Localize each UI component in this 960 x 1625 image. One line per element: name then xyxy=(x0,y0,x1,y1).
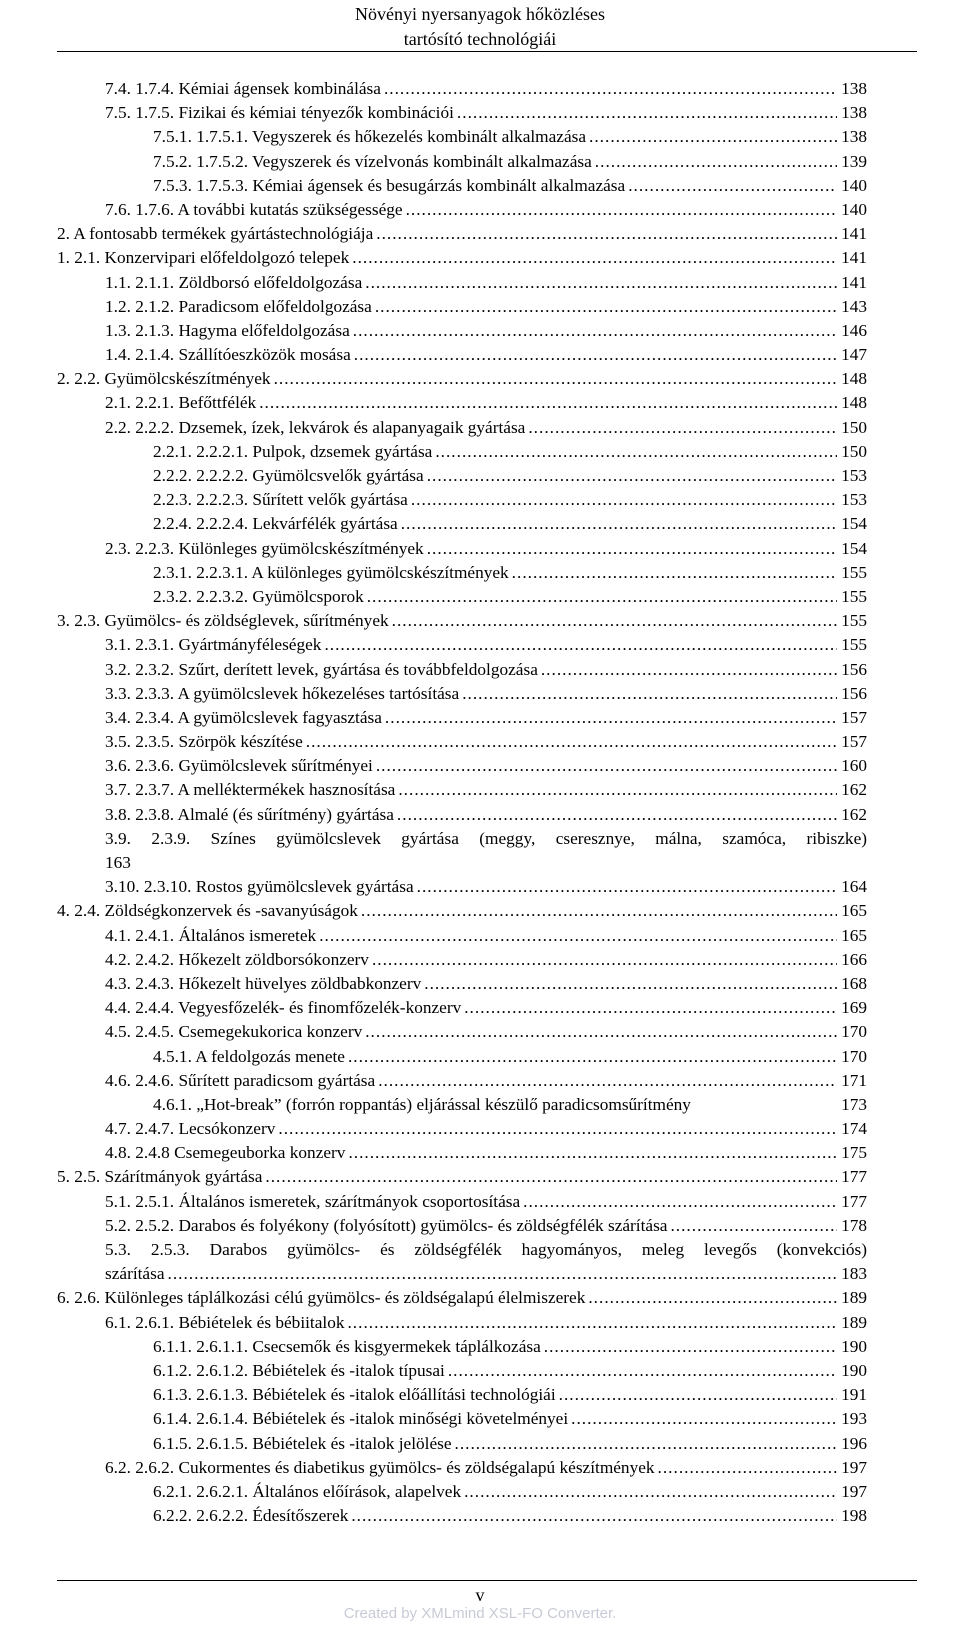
toc-entry-title: 7.5.2. 1.7.5.2. Vegyszerek és vízelvonás kombinált alkalmazása xyxy=(153,151,592,171)
toc-entry-page: 163 xyxy=(105,853,131,873)
toc-entry[interactable] xyxy=(57,1311,867,1335)
toc-entry-title: 2.3. 2.2.3. Különleges gyümölcskészítmények xyxy=(105,538,424,558)
toc-dot-leader xyxy=(544,1335,837,1359)
toc-entry-line xyxy=(153,1383,867,1407)
toc-entry-line xyxy=(153,1432,867,1456)
toc-entry[interactable] xyxy=(57,125,867,149)
toc-entry-page: 178 xyxy=(841,1215,867,1235)
toc-entry-title: 1.1. 2.1.1. Zöldborsó előfeldolgozása xyxy=(105,272,363,292)
toc-entry-title: 2.2.3. 2.2.2.3. Sűrített velők gyártása xyxy=(153,490,408,510)
toc-entry[interactable] xyxy=(57,1117,867,1141)
toc-entry-title: 6.1. 2.6.1. Bébiételek és bébiitalok xyxy=(105,1312,345,1332)
toc-entry[interactable] xyxy=(57,1020,867,1044)
toc-entry-title: 5. 2.5. Szárítmányok gyártása xyxy=(57,1167,263,1187)
toc-dot-leader xyxy=(457,101,837,125)
toc-entry[interactable] xyxy=(57,585,867,609)
toc-entry-page: 153 xyxy=(841,466,867,485)
toc-entry[interactable] xyxy=(57,1383,867,1407)
toc-entry[interactable] xyxy=(57,1456,867,1480)
toc-entry[interactable] xyxy=(57,899,867,923)
toc-entry-page: 140 xyxy=(841,199,867,219)
toc-dot-leader xyxy=(464,1480,837,1504)
toc-entry-title: 4.3. 2.4.3. Hőkezelt hüvelyes zöldbabkonzerv xyxy=(105,973,422,993)
toc-dot-leader xyxy=(455,1432,838,1456)
toc-entry[interactable] xyxy=(57,1238,867,1286)
toc-entry-page: 166 xyxy=(841,949,867,969)
toc-entry[interactable] xyxy=(57,1286,867,1310)
toc-dot-leader xyxy=(278,1117,837,1141)
toc-entry-title: 6.1.4. 2.6.1.4. Bébiételek és -italok minőségi követelményei xyxy=(153,1409,569,1429)
toc-entry-page: 155 xyxy=(841,635,867,655)
toc-entry-line xyxy=(105,875,867,899)
toc-entry-page: 193 xyxy=(841,1409,867,1429)
toc-entry-page: 141 xyxy=(841,272,867,292)
toc-entry-page: 190 xyxy=(841,1361,867,1380)
running-header xyxy=(0,0,960,52)
toc-entry[interactable] xyxy=(57,416,867,440)
toc-entry[interactable] xyxy=(57,1141,867,1165)
toc-entry-continuation-line xyxy=(105,851,867,875)
toc-dot-leader xyxy=(348,1141,837,1165)
toc-dot-leader xyxy=(528,416,837,440)
toc-dot-leader xyxy=(411,488,837,512)
toc-entry-page: 154 xyxy=(841,514,867,534)
toc-entry-line xyxy=(153,440,867,464)
toc-entry-page: 153 xyxy=(841,490,867,510)
toc-dot-leader xyxy=(464,996,837,1020)
page-number: v xyxy=(475,1585,485,1605)
toc-entry-title: 2.2.4. 2.2.2.4. Lekvárfélék gyártása xyxy=(153,514,398,534)
toc-entry-title: 4.8. 2.4.8 Csemegeuborka konzerv xyxy=(105,1143,346,1163)
toc-dot-leader xyxy=(424,972,837,996)
toc-entry-page: 155 xyxy=(841,586,867,606)
toc-entry[interactable] xyxy=(57,924,867,948)
toc-dot-leader xyxy=(353,319,837,343)
toc-dot-leader xyxy=(406,198,838,222)
toc-entry-page: 141 xyxy=(841,248,867,268)
header-title-line2: tartósító technológiái xyxy=(403,29,557,49)
toc-entry-line xyxy=(153,1480,867,1504)
toc-dot-leader xyxy=(351,1504,837,1528)
footer-divider xyxy=(57,1580,917,1581)
toc-entry-page: 189 xyxy=(841,1288,867,1308)
toc-entry-page: 138 xyxy=(841,127,867,147)
toc-entry-page: 177 xyxy=(841,1167,867,1187)
toc-entry-page: 148 xyxy=(841,369,867,389)
toc-entry-title: 7.5.1. 1.7.5.1. Vegyszerek és hőkezelés kombinált alkalmazása xyxy=(153,127,587,147)
toc-entry-title: 3.10. 2.3.10. Rostos gyümölcslevek gyártása xyxy=(105,877,414,897)
toc-entry-page: 160 xyxy=(841,756,867,776)
toc-entry-title: 6.2.1. 2.6.2.1. Általános előírások, alapelvek xyxy=(153,1481,462,1501)
toc-entry[interactable] xyxy=(57,464,867,488)
toc-entry-line xyxy=(105,101,867,125)
toc-entry[interactable] xyxy=(57,633,867,657)
toc-dot-leader xyxy=(559,1383,837,1407)
toc-entry-title: 4.1. 2.4.1. Általános ismeretek xyxy=(105,925,317,945)
toc-entry-page: 148 xyxy=(841,393,867,413)
toc-entry[interactable] xyxy=(57,730,867,754)
toc-entry-page: 138 xyxy=(841,103,867,123)
toc-entry-page: 191 xyxy=(841,1385,867,1405)
toc-entry-title: 1.2. 2.1.2. Paradicsom előfeldolgozása xyxy=(105,296,372,316)
toc-entry-line xyxy=(153,1093,867,1117)
toc-entry-line xyxy=(57,222,867,246)
toc-dot-leader xyxy=(361,899,837,923)
toc-entry-page: 155 xyxy=(841,562,867,582)
toc-entry[interactable] xyxy=(57,996,867,1020)
toc-entry-page: 170 xyxy=(841,1022,867,1042)
toc-entry-page: 177 xyxy=(841,1191,867,1211)
toc-entry-title: 6.2. 2.6.2. Cukormentes és diabetikus gyümölcs- és zöldségalapú készítmények xyxy=(105,1457,655,1477)
toc-entry[interactable] xyxy=(57,174,867,198)
toc-entry[interactable] xyxy=(57,1093,867,1117)
toc-entry-line xyxy=(105,319,867,343)
toc-entry[interactable] xyxy=(57,1504,867,1528)
toc-entry-title: 1. 2.1. Konzervipari előfeldolgozó telepek xyxy=(57,248,350,268)
toc-entry-page: 162 xyxy=(841,804,867,824)
toc-entry-line xyxy=(153,585,867,609)
toc-entry-continuation-line xyxy=(105,1262,867,1286)
toc-entry-title: 3.9. 2.3.9. Színes gyümölcslevek gyártása (meggy, cseresznye, málna, szamóca, ribiszke) xyxy=(105,828,867,848)
toc-entry-line xyxy=(105,1117,867,1141)
toc-entry-line xyxy=(105,1456,867,1480)
toc-entry[interactable] xyxy=(57,343,867,367)
toc-entry-title: 2. 2.2. Gyümölcskészítmények xyxy=(57,369,271,389)
toc-entry-page: 165 xyxy=(841,925,867,945)
toc-entry-title: 4.6. 2.4.6. Sűrített paradicsom gyártása xyxy=(105,1070,376,1090)
toc-entry-title: 2.3.2. 2.2.3.2. Gyümölcsporok xyxy=(153,586,364,606)
toc-entry-page: 150 xyxy=(841,417,867,437)
toc-entry-line xyxy=(105,1069,867,1093)
toc-entry-page: 157 xyxy=(841,732,867,752)
toc-entry-page: 196 xyxy=(841,1433,867,1453)
toc-entry-title: 2.2.2. 2.2.2.2. Gyümölcsvelők gyártása xyxy=(153,466,424,485)
table-of-contents xyxy=(57,77,867,1528)
toc-entry-title-continuation: szárítása xyxy=(105,1264,165,1284)
toc-entry[interactable] xyxy=(57,682,867,706)
toc-dot-leader xyxy=(589,125,837,149)
toc-dot-leader xyxy=(435,440,837,464)
toc-entry[interactable] xyxy=(57,658,867,682)
toc-entry-title: 5.3. 2.5.3. Darabos gyümölcs- és zöldségfélék hagyományos, meleg levegős (konvekciós) xyxy=(105,1240,867,1260)
toc-entry-line xyxy=(153,464,867,488)
toc-entry-line xyxy=(105,537,867,561)
toc-entry-line xyxy=(153,488,867,512)
toc-dot-leader xyxy=(523,1190,837,1214)
toc-entry[interactable] xyxy=(57,1335,867,1359)
toc-dot-leader xyxy=(628,174,837,198)
toc-entry-line xyxy=(153,125,867,149)
toc-entry-title: 5.1. 2.5.1. Általános ismeretek, szárítmányok csoportosítása xyxy=(105,1191,521,1211)
toc-entry-title: 4.7. 2.4.7. Lecsókonzerv xyxy=(105,1119,276,1139)
toc-entry-line xyxy=(105,343,867,367)
toc-entry-title: 6.1.2. 2.6.1.2. Bébiételek és -italok típusai xyxy=(153,1361,445,1380)
toc-entry[interactable] xyxy=(57,1165,867,1189)
toc-entry[interactable] xyxy=(57,537,867,561)
toc-entry-line xyxy=(57,367,867,391)
toc-entry-title: 3.8. 2.3.8. Almalé (és sűrítmény) gyártása xyxy=(105,804,394,824)
toc-entry[interactable] xyxy=(57,1190,867,1214)
toc-entry-line xyxy=(105,730,867,754)
toc-entry-line xyxy=(153,1045,867,1069)
toc-entry[interactable] xyxy=(57,827,867,875)
toc-entry-page: 175 xyxy=(841,1143,867,1163)
toc-entry[interactable] xyxy=(57,609,867,633)
toc-entry[interactable] xyxy=(57,295,867,319)
toc-dot-leader xyxy=(365,271,837,295)
toc-dot-leader xyxy=(541,658,837,682)
toc-dot-leader xyxy=(265,1165,837,1189)
toc-dot-leader xyxy=(392,609,837,633)
toc-entry-page: 143 xyxy=(841,296,867,316)
toc-entry-line xyxy=(153,512,867,536)
toc-dot-leader xyxy=(448,1359,837,1383)
toc-dot-leader xyxy=(365,1020,837,1044)
toc-entry[interactable] xyxy=(57,1407,867,1431)
toc-entry-title: 3.6. 2.3.6. Gyümölcslevek sűrítményei xyxy=(105,756,373,776)
toc-entry-line xyxy=(57,899,867,923)
toc-entry-title: 3.2. 2.3.2. Szűrt, derített levek, gyártása és továbbfeldolgozása xyxy=(105,659,538,679)
toc-entry-page: 198 xyxy=(841,1506,867,1526)
toc-entry-title: 5.2. 2.5.2. Darabos és folyékony (folyósított) gyümölcs- és zöldségfélék szárítása xyxy=(105,1215,668,1235)
toc-entry-line xyxy=(105,706,867,730)
toc-entry-line xyxy=(105,198,867,222)
toc-entry[interactable] xyxy=(57,271,867,295)
toc-entry-line xyxy=(105,658,867,682)
toc-entry[interactable] xyxy=(57,1432,867,1456)
toc-entry-title: 3.1. 2.3.1. Gyártmányféleségek xyxy=(105,635,322,655)
toc-entry-title: 6. 2.6. Különleges táplálkozási célú gyümölcs- és zöldségalapú élelmiszerek xyxy=(57,1288,586,1308)
toc-dot-leader xyxy=(670,1214,837,1238)
toc-entry-title: 7.5. 1.7.5. Fizikai és kémiai tényezők kombinációi xyxy=(105,103,454,123)
toc-entry-title: 1.3. 2.1.3. Hagyma előfeldolgozása xyxy=(105,320,350,340)
toc-entry[interactable] xyxy=(57,367,867,391)
toc-entry[interactable] xyxy=(57,1045,867,1069)
toc-entry-line xyxy=(105,391,867,415)
toc-entry-page: 169 xyxy=(841,998,867,1018)
toc-entry-line xyxy=(105,416,867,440)
toc-entry-line xyxy=(105,1190,867,1214)
toc-entry-page: 141 xyxy=(841,224,867,244)
toc-entry[interactable] xyxy=(57,561,867,585)
toc-entry-page: 140 xyxy=(841,175,867,195)
toc-entry-title: 1.4. 2.1.4. Szállítóeszközök mosása xyxy=(105,345,351,365)
toc-dot-leader xyxy=(401,512,837,536)
toc-entry[interactable] xyxy=(57,972,867,996)
toc-entry-page: 138 xyxy=(841,79,867,98)
toc-entry-line xyxy=(153,1504,867,1528)
toc-entry-title: 4.5.1. A feldolgozás menete xyxy=(153,1046,345,1066)
toc-entry-page: 146 xyxy=(841,320,867,340)
toc-dot-leader xyxy=(427,464,837,488)
toc-entry[interactable] xyxy=(57,246,867,270)
header-divider xyxy=(57,51,917,52)
toc-entry-page: 174 xyxy=(841,1119,867,1139)
toc-entry-page: 171 xyxy=(841,1070,867,1090)
toc-entry-title: 7.5.3. 1.7.5.3. Kémiai ágensek és besugárzás kombinált alkalmazása xyxy=(153,175,626,195)
toc-entry[interactable] xyxy=(57,488,867,512)
toc-dot-leader xyxy=(376,222,837,246)
toc-entry-page: 156 xyxy=(841,683,867,703)
toc-entry-line xyxy=(105,1141,867,1165)
toc-entry-page: 157 xyxy=(841,707,867,727)
toc-entry-line xyxy=(105,778,867,802)
toc-dot-leader xyxy=(384,77,837,101)
toc-entry-title: 2.1. 2.2.1. Befőttfélék xyxy=(105,393,257,413)
converter-credit: Created by XMLmind XSL-FO Converter. xyxy=(343,1605,617,1622)
toc-entry-line xyxy=(105,754,867,778)
toc-entry-title: 3.3. 2.3.3. A gyümölcslevek hőkezeléses tartósítása xyxy=(105,683,460,703)
toc-entry-page: 162 xyxy=(841,780,867,800)
toc-entry[interactable] xyxy=(57,101,867,125)
toc-dot-leader xyxy=(462,682,837,706)
toc-entry-line xyxy=(57,1286,867,1310)
toc-entry-title: 6.1.1. 2.6.1.1. Csecsemők és kisgyermekek táplálkozása xyxy=(153,1336,541,1356)
toc-entry-title: 2. A fontosabb termékek gyártástechnológiája xyxy=(57,224,374,244)
toc-entry[interactable] xyxy=(57,778,867,802)
toc-entry[interactable] xyxy=(57,1480,867,1504)
toc-entry-line xyxy=(153,561,867,585)
toc-entry-line xyxy=(105,633,867,657)
toc-dot-leader xyxy=(427,537,837,561)
toc-dot-leader xyxy=(354,343,837,367)
toc-entry-page: 165 xyxy=(841,901,867,921)
toc-entry-line xyxy=(153,1407,867,1431)
toc-dot-leader xyxy=(571,1407,837,1431)
toc-dot-leader xyxy=(512,561,837,585)
toc-entry-page: 147 xyxy=(841,345,867,365)
toc-entry-line xyxy=(105,295,867,319)
toc-entry-page: 170 xyxy=(841,1046,867,1066)
toc-dot-leader xyxy=(417,875,837,899)
toc-entry-title: 4.2. 2.4.2. Hőkezelt zöldborsókonzerv xyxy=(105,949,369,969)
toc-entry-title: 3.4. 2.3.4. A gyümölcslevek fagyasztása xyxy=(105,707,382,727)
toc-entry-line xyxy=(153,150,867,174)
toc-entry-title: 6.1.3. 2.6.1.3. Bébiételek és -italok előállítási technológiái xyxy=(153,1385,556,1405)
toc-entry[interactable] xyxy=(57,150,867,174)
toc-entry-line xyxy=(57,609,867,633)
toc-entry-page: 189 xyxy=(841,1312,867,1332)
toc-dot-leader xyxy=(306,730,837,754)
toc-entry[interactable] xyxy=(57,198,867,222)
toc-dot-leader xyxy=(324,633,837,657)
toc-entry-page: 150 xyxy=(841,441,867,461)
toc-entry-title: 3.5. 2.3.5. Szörpök készítése xyxy=(105,732,303,752)
toc-dot-leader xyxy=(367,585,837,609)
toc-entry-line xyxy=(105,271,867,295)
toc-dot-leader xyxy=(348,1045,837,1069)
header-title-line1: Növényi nyersanyagok hőközléses xyxy=(355,4,605,24)
toc-entry[interactable] xyxy=(57,1069,867,1093)
toc-dot-leader xyxy=(398,778,837,802)
toc-dot-leader xyxy=(352,246,837,270)
toc-entry-page: 164 xyxy=(841,877,867,897)
toc-entry-title: 4. 2.4. Zöldségkonzervek és -savanyúságok xyxy=(57,901,358,921)
toc-dot-leader xyxy=(588,1286,837,1310)
toc-entry[interactable] xyxy=(57,803,867,827)
toc-entry-line xyxy=(57,246,867,270)
toc-entry-title: 4.4. 2.4.4. Vegyesfőzelék- és finomfőzelék-konzerv xyxy=(105,998,462,1018)
toc-entry-page: 154 xyxy=(841,538,867,558)
toc-entry-line xyxy=(105,77,867,101)
toc-entry-line xyxy=(153,1335,867,1359)
toc-entry-line xyxy=(105,996,867,1020)
toc-entry-line xyxy=(105,682,867,706)
toc-entry-line xyxy=(105,1020,867,1044)
toc-entry-title: 7.6. 1.7.6. A további kutatás szükségessége xyxy=(105,199,403,219)
toc-entry-title: 2.3.1. 2.2.3.1. A különleges gyümölcskészítmények xyxy=(153,562,509,582)
toc-dot-leader xyxy=(385,706,837,730)
toc-entry-page: 173 xyxy=(841,1094,867,1114)
toc-entry-page: 190 xyxy=(841,1336,867,1356)
toc-entry-line xyxy=(153,1359,867,1383)
toc-entry-title: 6.1.5. 2.6.1.5. Bébiételek és -italok jelölése xyxy=(153,1433,452,1453)
toc-entry[interactable] xyxy=(57,1214,867,1238)
toc-dot-leader xyxy=(595,150,837,174)
toc-entry-page: 183 xyxy=(841,1264,867,1284)
toc-entry-line xyxy=(105,948,867,972)
toc-entry-title: 2.2.1. 2.2.2.1. Pulpok, dzsemek gyártása xyxy=(153,441,433,461)
toc-entry-page: 197 xyxy=(841,1481,867,1501)
toc-entry[interactable] xyxy=(57,512,867,536)
toc-entry-title: 3. 2.3. Gyümölcs- és zöldséglevek, sűrítmények xyxy=(57,611,389,631)
toc-dot-leader xyxy=(347,1311,837,1335)
toc-entry-line xyxy=(105,803,867,827)
toc-dot-leader xyxy=(376,754,837,778)
toc-entry-line xyxy=(105,972,867,996)
toc-entry-title: 4.5. 2.4.5. Csemegekukorica konzerv xyxy=(105,1022,363,1042)
toc-dot-leader xyxy=(372,948,837,972)
toc-entry-title: 4.6.1. „Hot-break” (forrón roppantás) eljárással készülő paradicsomsűrítmény xyxy=(153,1094,691,1114)
toc-entry-page: 197 xyxy=(841,1457,867,1477)
toc-entry-title: 3.7. 2.3.7. A melléktermékek hasznosítása xyxy=(105,780,396,800)
toc-entry[interactable] xyxy=(57,222,867,246)
toc-dot-leader xyxy=(319,924,837,948)
toc-entry-line xyxy=(153,174,867,198)
toc-dot-leader xyxy=(375,295,837,319)
toc-entry-line xyxy=(105,1311,867,1335)
toc-entry-title: 2.2. 2.2.2. Dzsemek, ízek, lekvárok és alapanyagaik gyártása xyxy=(105,417,526,437)
toc-dot-leader xyxy=(378,1069,837,1093)
toc-entry[interactable] xyxy=(57,948,867,972)
toc-entry-title: 7.4. 1.7.4. Kémiai ágensek kombinálása xyxy=(105,79,381,98)
toc-entry-line xyxy=(105,1214,867,1238)
toc-entry-page: 156 xyxy=(841,659,867,679)
toc-dot-leader xyxy=(658,1456,838,1480)
toc-dot-leader xyxy=(397,803,837,827)
toc-entry[interactable] xyxy=(57,754,867,778)
toc-entry-page: 139 xyxy=(841,151,867,171)
toc-entry-title: 6.2.2. 2.6.2.2. Édesítőszerek xyxy=(153,1506,349,1526)
toc-dot-leader xyxy=(168,1262,838,1286)
toc-entry[interactable] xyxy=(57,1359,867,1383)
toc-entry-page: 168 xyxy=(841,973,867,993)
toc-entry[interactable] xyxy=(57,319,867,343)
toc-entry-line xyxy=(57,1165,867,1189)
toc-entry[interactable] xyxy=(57,77,867,101)
toc-dot-leader xyxy=(259,391,837,415)
toc-entry[interactable] xyxy=(57,391,867,415)
toc-entry-line xyxy=(105,924,867,948)
toc-entry-page: 155 xyxy=(841,611,867,631)
toc-entry[interactable] xyxy=(57,875,867,899)
toc-entry[interactable] xyxy=(57,706,867,730)
toc-entry[interactable] xyxy=(57,440,867,464)
toc-dot-leader xyxy=(274,367,838,391)
